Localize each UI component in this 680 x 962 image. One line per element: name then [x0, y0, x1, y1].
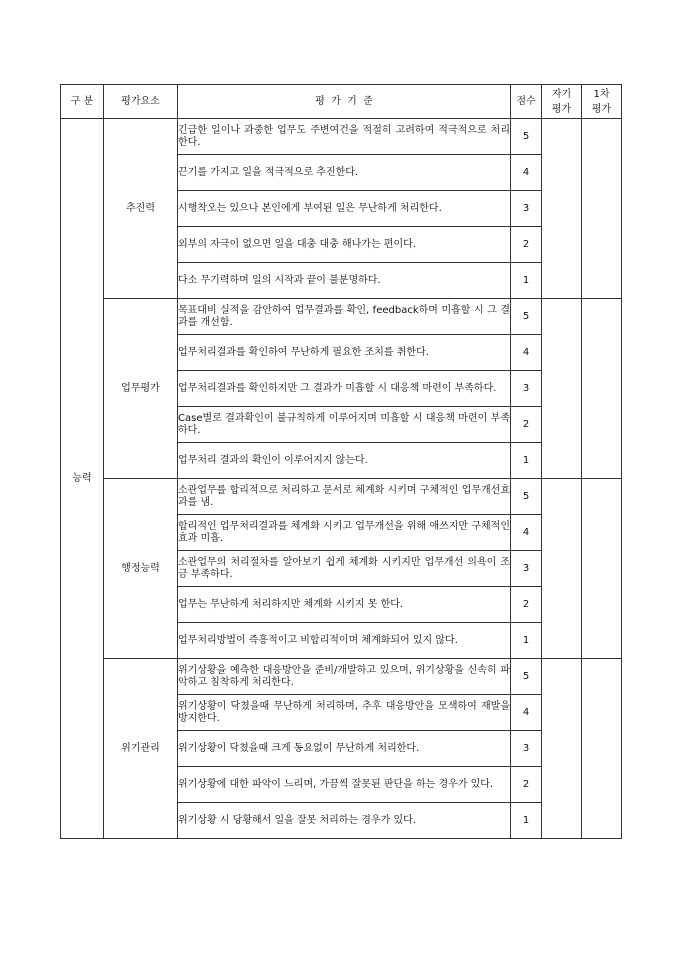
evaluation-body: [61, 119, 622, 839]
self-eval-cell[interactable]: [542, 659, 582, 839]
score-cell: 5: [511, 659, 542, 695]
self-eval-cell[interactable]: [542, 119, 582, 299]
score-cell: 3: [511, 551, 542, 587]
criterion-text: 긴급한 일이나 과중한 업무도 주변여건을 적절히 고려하여 적극적으로 처리한다.: [178, 119, 511, 155]
criterion-text: 목표대비 실적을 감안하여 업무결과를 확인, feedback하며 미흡할 시 그 결과를 개선함.: [178, 299, 511, 335]
score-cell: 5: [511, 479, 542, 515]
criterion-text: 업무는 무난하게 처리하지만 체계화 시키지 못 한다.: [178, 587, 511, 623]
header-self-eval-text: 자기 평가: [551, 88, 572, 115]
header-score: 점수: [511, 85, 542, 119]
score-cell: 1: [511, 803, 542, 839]
score-cell: 1: [511, 263, 542, 299]
first-eval-cell[interactable]: [582, 479, 622, 659]
self-eval-cell[interactable]: [542, 299, 582, 479]
criterion-text: 업무처리 결과의 확인이 이루어지지 않는다.: [178, 443, 511, 479]
element-cell: 행정능력: [104, 479, 178, 659]
score-cell: 1: [511, 623, 542, 659]
header-self-eval: [542, 85, 582, 119]
score-cell: 5: [511, 119, 542, 155]
criterion-text: 시행착오는 있으나 본인에게 부여된 일은 무난하게 처리한다.: [178, 191, 511, 227]
score-cell: 2: [511, 587, 542, 623]
header-criteria: 평 가 기 준: [178, 85, 511, 119]
criterion-row: [61, 659, 622, 695]
score-cell: 4: [511, 695, 542, 731]
score-cell: 3: [511, 731, 542, 767]
criterion-text: Case별로 결과확인이 불규칙하게 이루어지며 미흡할 시 대응책 마련이 부족하다.: [178, 407, 511, 443]
criterion-text: 위기상황을 예측한 대응방안을 준비/개발하고 있으며, 위기상황을 신속히 파악하고 침착하게 처리한다.: [178, 659, 511, 695]
element-cell: 추진력: [104, 119, 178, 299]
criterion-text: 업무처리결과를 확인하지만 그 결과가 미흡할 시 대응책 마련이 부족하다.: [178, 371, 511, 407]
element-cell: 업무평가: [104, 299, 178, 479]
criterion-text: 업무처리결과를 확인하여 무난하게 필요한 조치를 취한다.: [178, 335, 511, 371]
header-first-eval: [582, 85, 622, 119]
score-cell: 4: [511, 155, 542, 191]
category-cell: 능력: [61, 119, 104, 839]
score-cell: 3: [511, 191, 542, 227]
score-cell: 4: [511, 515, 542, 551]
criterion-text: 다소 무기력하며 일의 시작과 끝이 불분명하다.: [178, 263, 511, 299]
criterion-row: [61, 479, 622, 515]
score-cell: 3: [511, 371, 542, 407]
criterion-text: 소관업무의 처리절차를 알아보기 쉽게 체계화 시키지만 업무개선 의욕이 조금 부족하다.: [178, 551, 511, 587]
score-cell: 2: [511, 227, 542, 263]
score-cell: 2: [511, 767, 542, 803]
first-eval-cell[interactable]: [582, 119, 622, 299]
score-cell: 4: [511, 335, 542, 371]
header-element: 평가요소: [104, 85, 178, 119]
first-eval-cell[interactable]: [582, 659, 622, 839]
criterion-text: 합리적인 업무처리결과를 체계화 시키고 업무개선을 위해 애쓰지만 구체적인 효과 미흡.: [178, 515, 511, 551]
criterion-text: 위기상황이 닥쳤을때 크게 동요없이 무난하게 처리한다.: [178, 731, 511, 767]
criterion-text: 업무처리방법이 즉흥적이고 비합리적이며 체계화되어 있지 않다.: [178, 623, 511, 659]
criterion-text: 위기상황 시 당황해서 일을 잘못 처리하는 경우가 있다.: [178, 803, 511, 839]
criterion-text: 끈기를 가지고 일을 적극적으로 추진한다.: [178, 155, 511, 191]
element-cell: 위기관리: [104, 659, 178, 839]
criterion-text: 외부의 자극이 없으면 일을 대충 대충 해나가는 편이다.: [178, 227, 511, 263]
first-eval-cell[interactable]: [582, 299, 622, 479]
criterion-text: 위기상황에 대한 파악이 느리며, 가끔씩 잘못된 판단을 하는 경우가 있다.: [178, 767, 511, 803]
criterion-text: 위기상황이 닥쳤을때 무난하게 처리하며, 추후 대응방안을 모색하여 재발을 방지한다.: [178, 695, 511, 731]
header-category: 구 분: [61, 85, 104, 119]
score-cell: 2: [511, 407, 542, 443]
score-cell: 1: [511, 443, 542, 479]
criterion-row: [61, 299, 622, 335]
header-first-eval-text: 1차 평가: [591, 88, 612, 115]
criterion-row: [61, 119, 622, 155]
criterion-text: 소관업무를 합리적으로 처리하고 문서로 체계화 시키며 구체적인 업무개선효과를 냄.: [178, 479, 511, 515]
evaluation-table: [60, 84, 622, 839]
header-row: [61, 85, 622, 119]
self-eval-cell[interactable]: [542, 479, 582, 659]
score-cell: 5: [511, 299, 542, 335]
